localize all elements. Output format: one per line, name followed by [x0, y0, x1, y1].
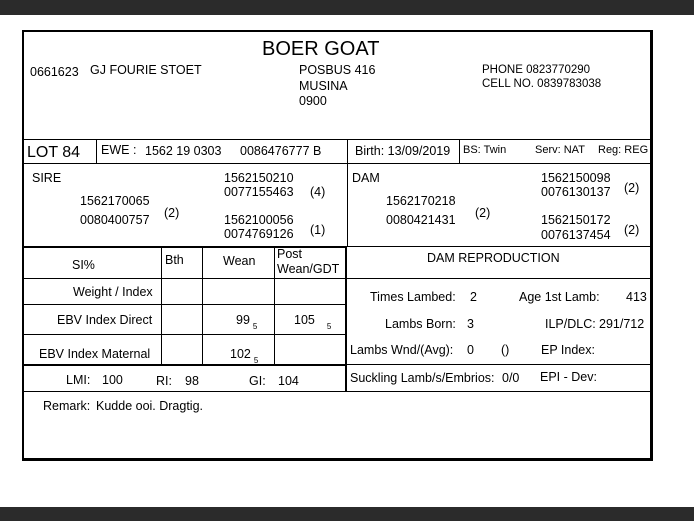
ep-index-label: EP Index:: [541, 343, 595, 357]
birth-date: Birth: 13/09/2019: [355, 144, 451, 158]
times-lambed-label: Times Lambed:: [370, 290, 456, 304]
ebv-direct-wean: 99 $_5$: [236, 313, 258, 331]
divider: [347, 163, 348, 246]
ewe-id: 0086476777 B: [240, 144, 322, 158]
ri-label: RI:: [156, 374, 172, 388]
age-first-lamb-label: Age 1st Lamb:: [519, 290, 600, 304]
bth-header: Bth: [165, 253, 184, 267]
cell: CELL NO. 0839783038: [482, 78, 602, 90]
wean-header: Wean: [223, 254, 256, 268]
post-wean-gdt-header: Wean/GDT: [277, 262, 340, 276]
suckling-label: Suckling Lamb/s/Embrios:: [350, 371, 495, 385]
dam-id: 0080421431: [386, 213, 456, 227]
sire-number: 1562170065: [80, 194, 150, 208]
ri-value: 98: [185, 374, 199, 388]
registration: Reg: REG: [598, 144, 649, 156]
sire-grandsire-id: 0077155463: [224, 185, 294, 199]
suckling-value: 0/0: [502, 371, 520, 385]
dam-label: DAM: [352, 171, 380, 185]
lot-card: [22, 30, 653, 461]
dam-granddam2-id: 0076137454: [541, 228, 611, 242]
page-title: BOER GOAT: [262, 38, 380, 60]
divider: [345, 246, 347, 391]
dam-granddam1-number: 1562150098: [541, 171, 611, 185]
divider: [459, 139, 460, 163]
divider: [24, 304, 345, 305]
divider: [202, 246, 203, 364]
lambs-born-label: Lambs Born:: [385, 317, 456, 331]
divider: [24, 391, 652, 392]
divider: [347, 246, 652, 247]
dam-reproduction-title: DAM REPRODUCTION: [427, 251, 560, 265]
lmi-label: LMI:: [66, 373, 91, 387]
lot-number: LOT 84: [27, 144, 81, 161]
lmi-value: 100: [102, 373, 123, 387]
dam-granddam2-number: 1562150172: [541, 213, 611, 227]
remark-label: Remark:: [43, 399, 91, 413]
ilp-dlc-value: 291/712: [599, 317, 645, 331]
ebv-direct-post: 105 $_5$: [294, 313, 332, 331]
divider: [24, 163, 652, 164]
si-header: SI%: [72, 258, 95, 272]
divider: [24, 139, 652, 140]
divider: [24, 278, 652, 279]
ebv-maternal-label: EBV Index Maternal: [39, 347, 151, 361]
lambs-weaned-label: Lambs Wnd/(Avg):: [350, 343, 454, 357]
ewe-number: 1562 19 0303: [145, 144, 222, 158]
dam-granddam2-count: (2): [624, 223, 640, 237]
divider: [96, 139, 97, 163]
epi-dev-label: EPI - Dev:: [540, 370, 597, 384]
sire-id: 0080400757: [80, 213, 150, 227]
dam-granddam1-count: (2): [624, 181, 640, 195]
top-dark-bar: [0, 0, 694, 15]
phone: PHONE 0823770290: [482, 64, 591, 76]
divider: [274, 246, 275, 364]
post-header: Post: [277, 247, 303, 261]
divider: [24, 364, 347, 366]
birth-status: BS: Twin: [463, 144, 507, 156]
sire-grandsire-number: 1562150210: [224, 171, 294, 185]
service-type: Serv: NAT: [535, 144, 585, 156]
sire-granddam-number: 1562100056: [224, 213, 294, 227]
sire-granddam-id: 0074769126: [224, 227, 294, 241]
gi-label: GI:: [249, 374, 266, 388]
divider: [161, 246, 162, 364]
sire-label: SIRE: [32, 171, 62, 185]
times-lambed-value: 2: [470, 290, 477, 304]
sire-granddam-count: (1): [310, 223, 326, 237]
dam-number: 1562170218: [386, 194, 456, 208]
remark-text: Kudde ooi. Dragtig.: [96, 399, 204, 413]
ewe-label: EWE :: [101, 143, 137, 157]
owner-id: 0661623: [30, 65, 79, 79]
sire-grandsire-count: (4): [310, 185, 326, 199]
address-line-1: POSBUS 416: [299, 63, 376, 77]
divider: [347, 139, 348, 163]
dam-count: (2): [475, 206, 491, 220]
lambs-weaned-avg: (): [501, 343, 510, 357]
owner-name: GJ FOURIE STOET: [90, 63, 202, 77]
lambs-weaned-value: 0: [467, 343, 474, 357]
divider: [24, 334, 345, 335]
sire-count: (2): [164, 206, 180, 220]
age-first-lamb-value: 413: [626, 290, 647, 304]
ebv-direct-label: EBV Index Direct: [57, 313, 153, 327]
address-line-3: 0900: [299, 94, 327, 108]
divider: [347, 364, 652, 365]
ebv-maternal-wean: 102 $_5$: [230, 347, 259, 365]
bottom-dark-bar: [0, 507, 694, 521]
ilp-dlc-label: ILP/DLC:: [545, 317, 596, 331]
address-line-2: MUSINA: [299, 79, 348, 93]
dam-granddam1-id: 0076130137: [541, 185, 611, 199]
lambs-born-value: 3: [467, 317, 474, 331]
weight-index-label: Weight / Index: [73, 285, 153, 299]
gi-value: 104: [278, 374, 299, 388]
